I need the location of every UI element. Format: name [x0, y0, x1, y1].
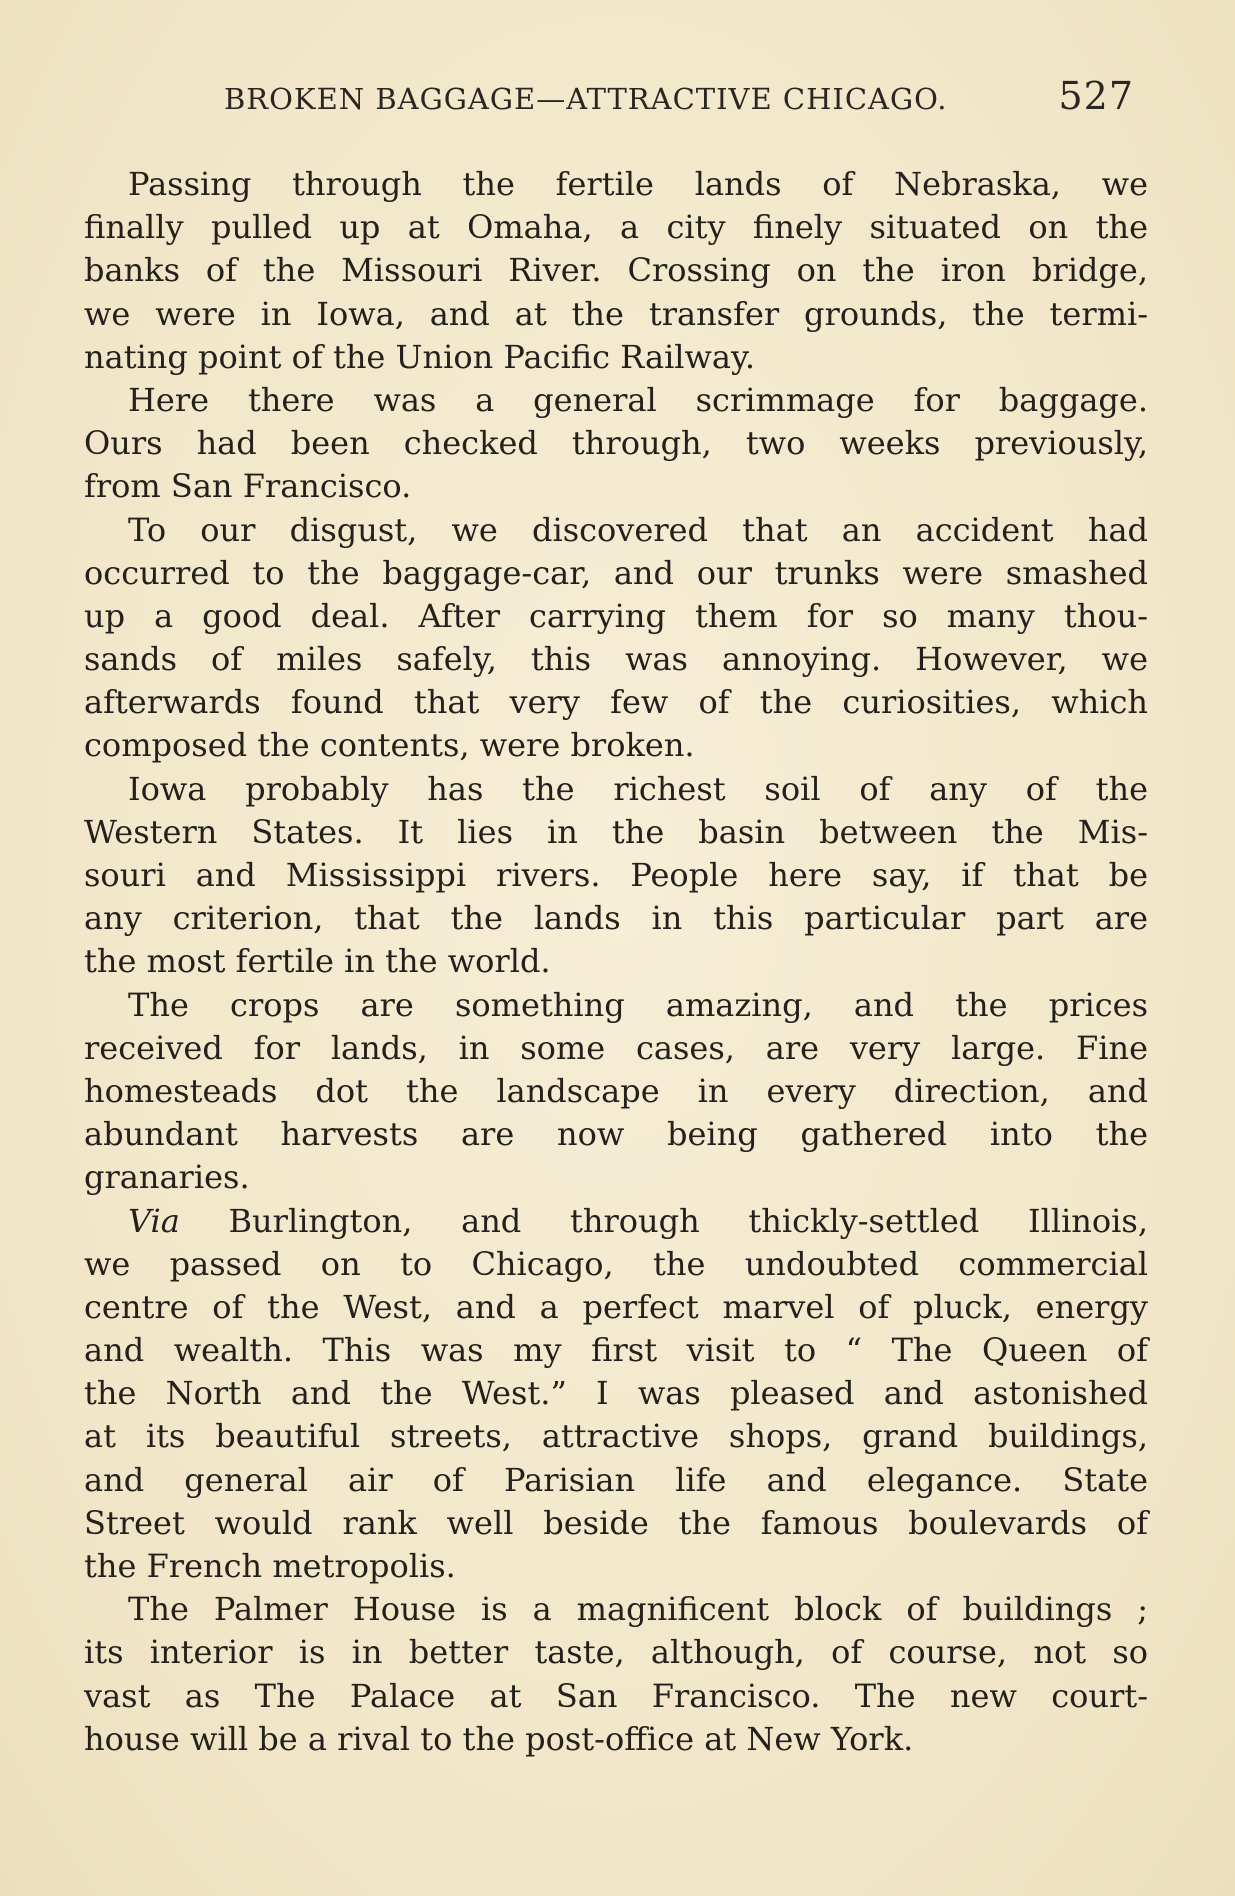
- text-line: from San Francisco.: [84, 467, 412, 506]
- text-line: any criterion, that the lands in this particular part are: [84, 899, 1148, 938]
- italic-word: Via: [128, 1201, 180, 1240]
- text-line: the North and the West.” I was pleased and astonished: [84, 1374, 1148, 1413]
- text-line: To our disgust, we discovered that an accident had: [128, 510, 1148, 549]
- text-line: house will be a rival to the post-office at New York.: [84, 1719, 914, 1758]
- page-header: [84, 74, 1134, 122]
- text-line: granaries.: [84, 1158, 250, 1197]
- text-line: Passing through the fertile lands of Nebraska, we: [128, 165, 1148, 203]
- text-line: Western States. It lies in the basin between the Mis-: [84, 812, 1148, 851]
- page-number: 527: [1058, 74, 1134, 118]
- text-line: occurred to the baggage-car, and our trunks were smashed: [84, 553, 1148, 592]
- text-line: The crops are something amazing, and the prices: [128, 985, 1148, 1024]
- text-line: and general air of Parisian life and elegance. State: [84, 1460, 1148, 1499]
- text-line: we were in Iowa, and at the transfer grounds, the termi-: [84, 294, 1148, 333]
- text-line: received for lands, in some cases, are very large. Fine: [84, 1028, 1148, 1067]
- text-line: Street would rank well beside the famous boulevards of: [84, 1503, 1148, 1542]
- text-line: the French metropolis.: [84, 1547, 456, 1585]
- text-line: at its beautiful streets, attractive shops, grand buildings,: [84, 1417, 1148, 1456]
- text-line: The Palmer House is a magnificent block of buildings ;: [128, 1590, 1148, 1629]
- text-line: banks of the Missouri River. Crossing on the iron bridge,: [84, 251, 1148, 290]
- text-line: composed the contents, were broken.: [84, 726, 695, 765]
- text-line: the most fertile in the world.: [84, 942, 551, 981]
- body-text: [84, 163, 1148, 1761]
- running-head: BROKEN BAGGAGE—ATTRACTIVE CHICAGO.: [224, 82, 948, 116]
- text-line: abundant harvests are now being gathered into the: [84, 1115, 1148, 1154]
- text-line: centre of the West, and a perfect marvel of pluck, energy: [84, 1287, 1148, 1326]
- text-line: vast as The Palace at San Francisco. The new court-: [84, 1676, 1148, 1715]
- text-line: Here there was a general scrimmage for baggage.: [128, 380, 1148, 419]
- text-line: souri and Mississippi rivers. People here say, if that be: [84, 856, 1148, 894]
- text-line-rest: Burlington, and through thickly-settled Illinois,: [179, 1201, 1148, 1240]
- text-line: up a good deal. After carrying them for so many thou-: [84, 596, 1148, 635]
- text-line: afterwards found that very few of the curiosities, which: [84, 683, 1148, 722]
- text-line: homesteads dot the landscape in every direction, and: [84, 1071, 1148, 1110]
- text-line: Iowa probably has the richest soil of any of the: [128, 769, 1148, 808]
- text-line: and wealth. This was my first visit to “ The Queen of: [84, 1331, 1148, 1370]
- text-line: we passed on to Chicago, the undoubted commercial: [84, 1244, 1148, 1283]
- text-line: finally pulled up at Omaha, a city finely situated on the: [84, 208, 1148, 247]
- text-line: sands of miles safely, this was annoying. However, we: [84, 640, 1148, 679]
- text-line: nating point of the Union Pacific Railway.: [84, 337, 755, 376]
- text-line: [84, 1200, 1148, 1243]
- text-line: its interior is in better taste, although, of course, not so: [84, 1633, 1148, 1672]
- text-line: Ours had been checked through, two weeks previously,: [84, 424, 1148, 463]
